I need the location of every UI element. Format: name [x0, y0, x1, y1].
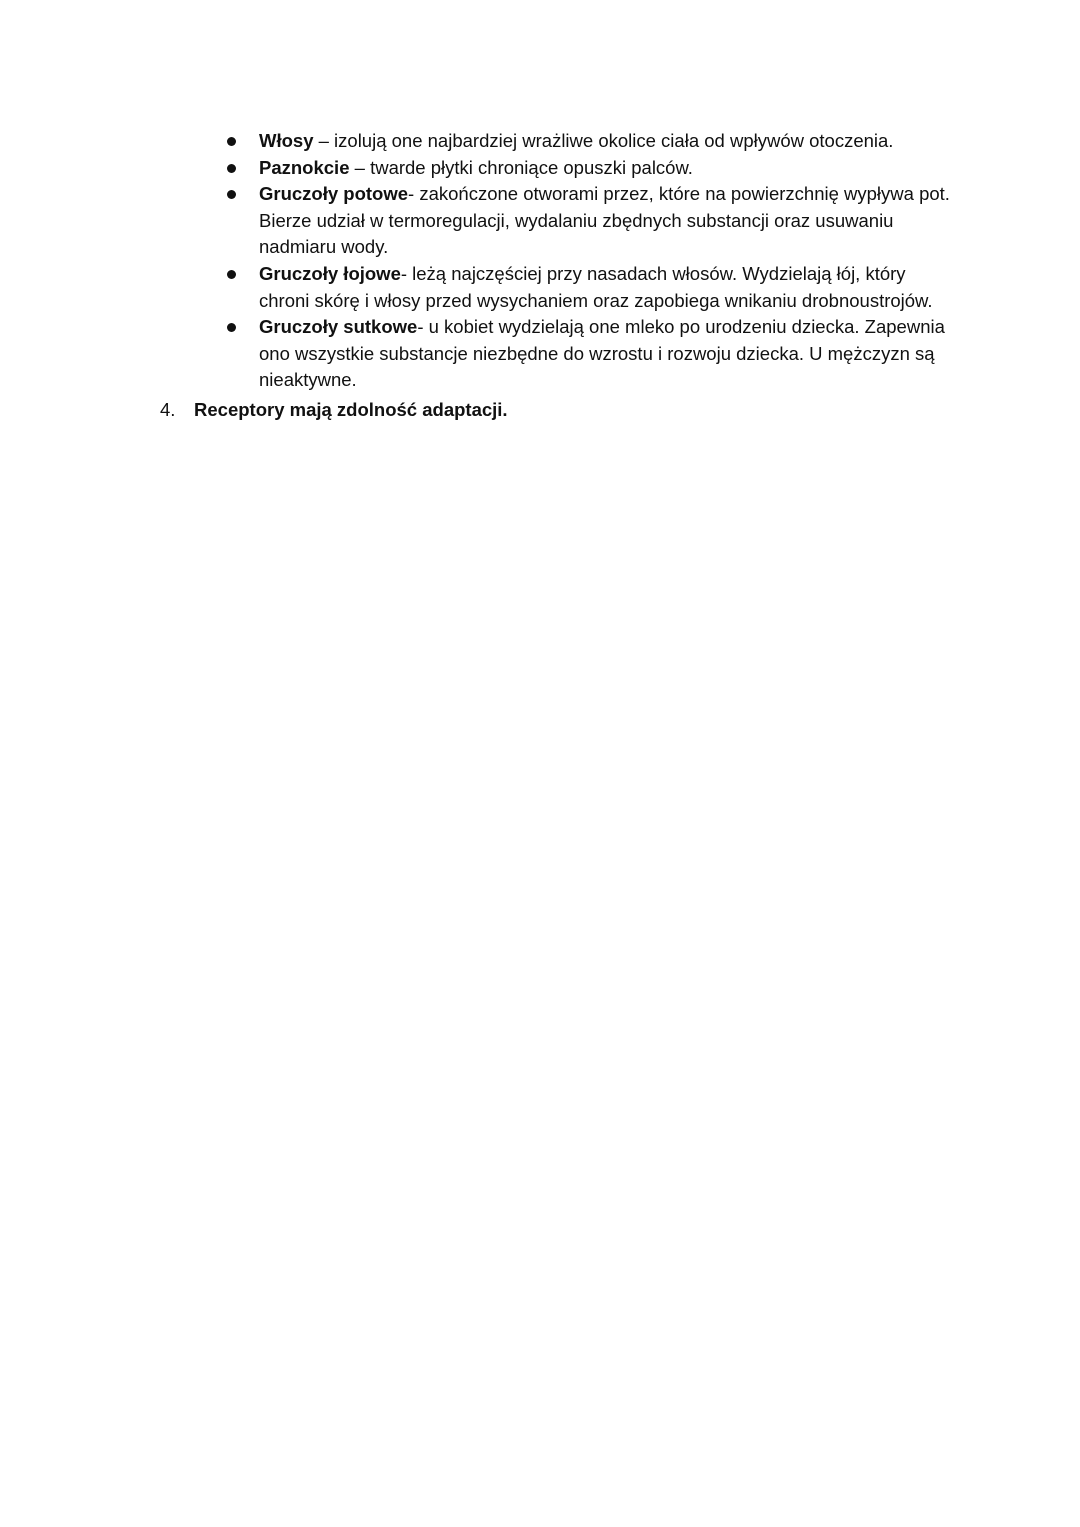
term-label: Gruczoły sutkowe — [259, 316, 418, 338]
bullet-icon — [227, 190, 236, 199]
list-item — [0, 181, 1080, 261]
bullet-list — [0, 128, 1080, 394]
item-text: – izolują one najbardziej wrażliwe okolice ciała od wpływów otoczenia. — [313, 130, 894, 151]
bullet-icon — [227, 164, 236, 173]
numbered-item-text: Receptory mają zdolność adaptacji. — [194, 399, 508, 420]
bullet-icon — [227, 323, 236, 332]
item-number: 4. — [160, 399, 176, 420]
term-label: Gruczoły łojowe — [259, 262, 401, 284]
term-label: Włosy — [259, 130, 314, 151]
term-label: Gruczoły potowe — [259, 183, 409, 205]
term-label: Paznokcie — [259, 156, 350, 178]
bullet-icon — [227, 137, 236, 146]
item-text: – twarde płytki chroniące opuszki palców. — [349, 156, 693, 178]
bullet-icon — [227, 270, 236, 279]
item-text: - zakończone otworami przez, które na powierzchnię wypływa pot. Bierze udział w termoregulacji, wydalaniu zbędnych substancji oraz usuwaniu nadmiaru wody. — [259, 183, 950, 258]
list-item — [0, 314, 1080, 394]
list-item — [0, 155, 1080, 182]
list-item — [0, 261, 1080, 314]
list-item — [0, 128, 1080, 155]
item-text: - u kobiet wydzielają one mleko po urodzeniu dziecka. Zapewnia ono wszystkie substancje niezbędne do wzrostu i rozwoju dziecka. U mężczyzn są nieaktywne. — [259, 316, 945, 391]
item-text: - leżą najczęściej przy nasadach włosów. Wydzielają łój, który chroni skórę i włosy przed wysychaniem oraz zapobiega wnikaniu drobnoustrojów. — [259, 262, 933, 311]
